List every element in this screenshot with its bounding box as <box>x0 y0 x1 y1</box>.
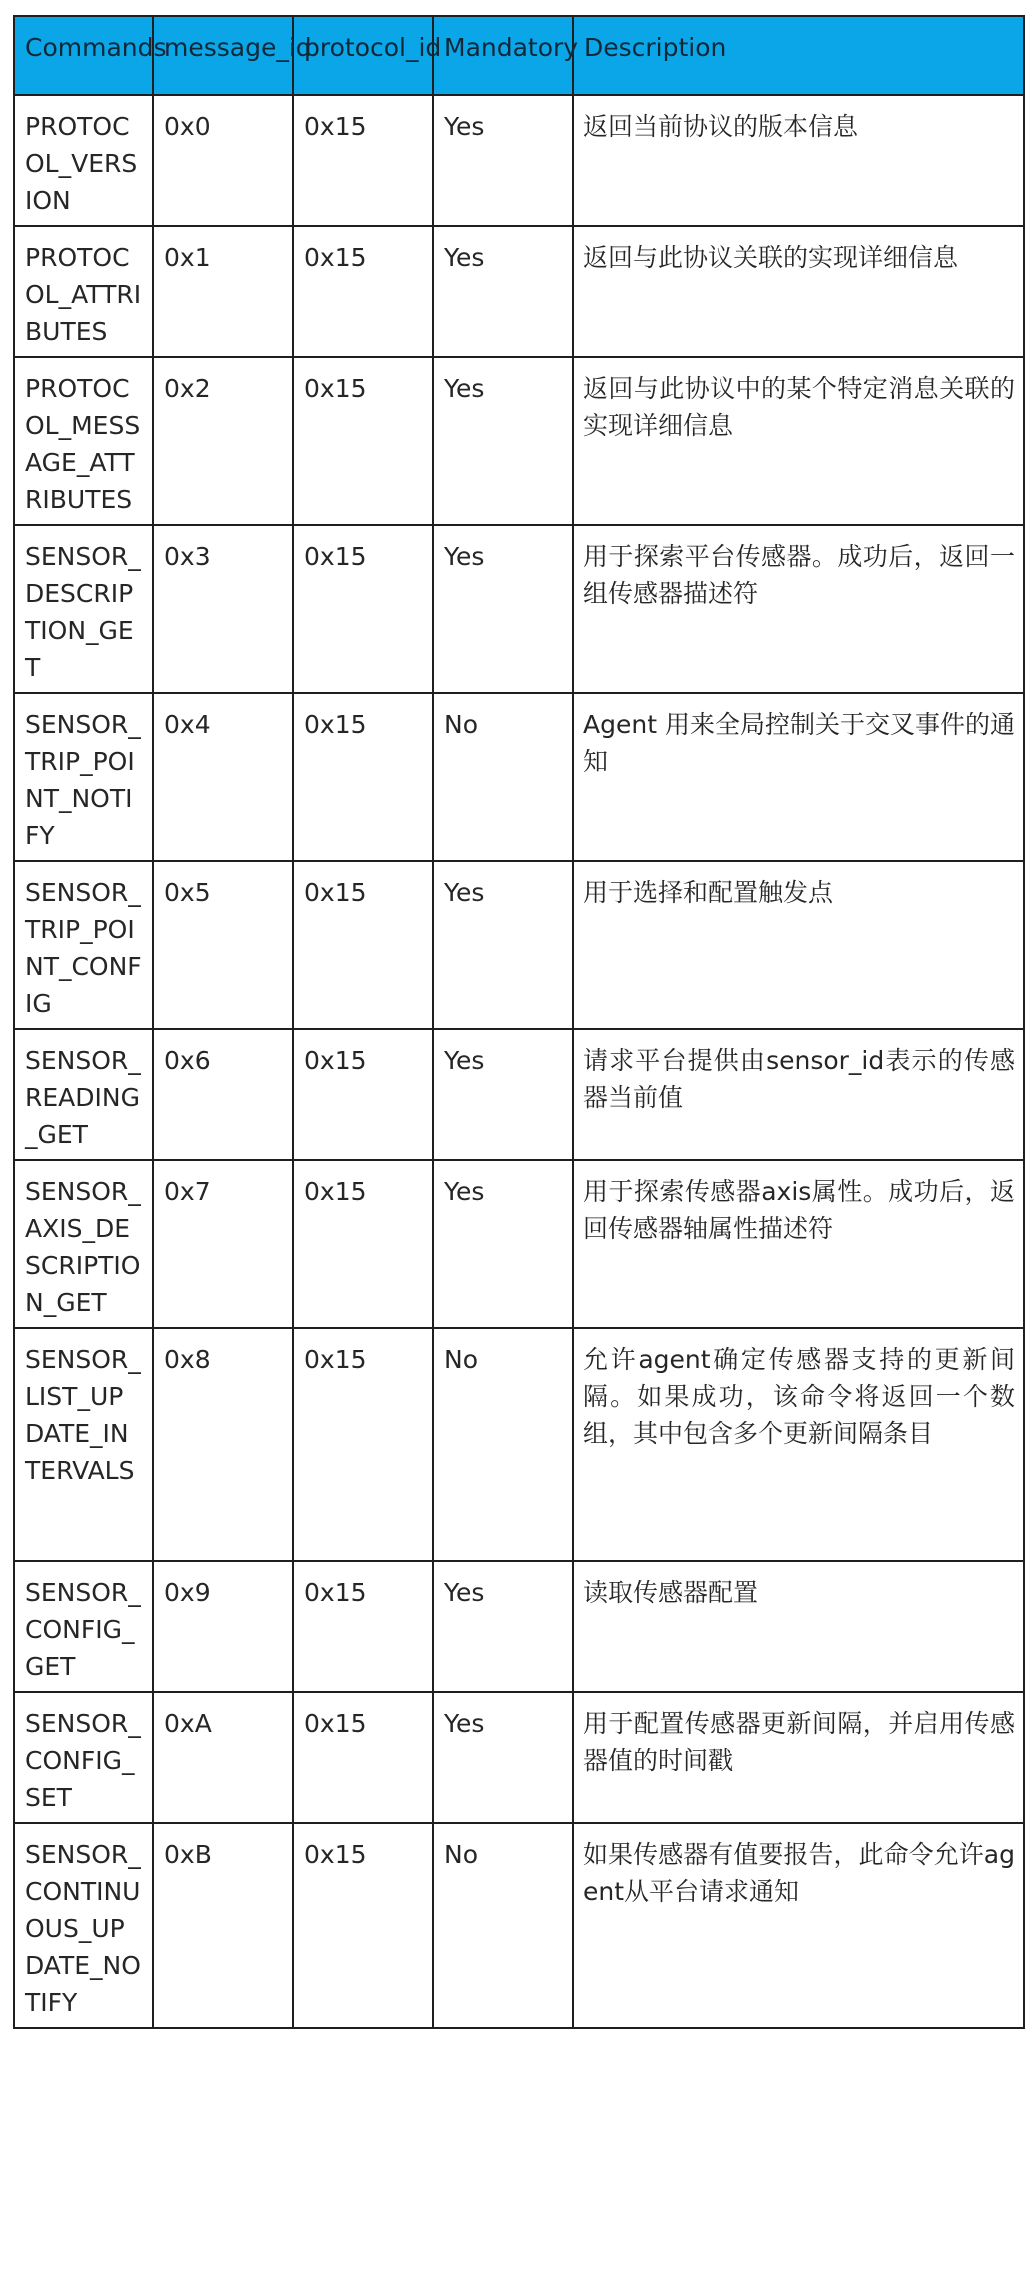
protocol-id-cell: 0x15 <box>293 1160 433 1328</box>
command-cell: SENSOR_CONFIG_GET <box>14 1561 153 1692</box>
table-row <box>14 1692 1024 1823</box>
mandatory-cell: Yes <box>433 1561 573 1692</box>
column-header-mandatory: Mandatory <box>433 16 573 95</box>
mandatory-cell: No <box>433 693 573 861</box>
description-cell: 用于探索传感器axis属性。成功后，返回传感器轴属性描述符 <box>573 1160 1024 1328</box>
command-cell: PROTOCOL_ATTRIBUTES <box>14 226 153 357</box>
protocol-id-cell: 0x15 <box>293 95 433 226</box>
command-cell: SENSOR_ DESCRIPTION_GET <box>14 525 153 693</box>
command-cell: PROTOCOL_VERSION <box>14 95 153 226</box>
protocol-id-cell: 0x15 <box>293 1692 433 1823</box>
description-cell: Agent 用来全局控制关于交叉事件的通知 <box>573 693 1024 861</box>
table-row <box>14 95 1024 226</box>
column-header-description: Description <box>573 16 1024 95</box>
description-cell: 用于选择和配置触发点 <box>573 861 1024 1029</box>
message-id-cell: 0x6 <box>153 1029 293 1160</box>
protocol-id-cell: 0x15 <box>293 1029 433 1160</box>
table-row <box>14 1823 1024 2028</box>
table-header <box>14 16 1024 95</box>
table-row <box>14 226 1024 357</box>
protocol-id-cell: 0x15 <box>293 1328 433 1561</box>
column-header-message-id: message_id <box>153 16 293 95</box>
message-id-cell: 0x5 <box>153 861 293 1029</box>
command-cell: SENSOR_LIST_UPDATE_INTERVALS <box>14 1328 153 1561</box>
description-cell: 返回与此协议关联的实现详细信息 <box>573 226 1024 357</box>
description-cell: 如果传感器有值要报告，此命令允许agent从平台请求通知 <box>573 1823 1024 2028</box>
message-id-cell: 0xB <box>153 1823 293 2028</box>
command-cell: SENSOR_TRIP_POINT_NOTIFY <box>14 693 153 861</box>
description-cell: 用于探索平台传感器。成功后，返回一组传感器描述符 <box>573 525 1024 693</box>
description-cell: 读取传感器配置 <box>573 1561 1024 1692</box>
table-row <box>14 861 1024 1029</box>
table-row <box>14 525 1024 693</box>
message-id-cell: 0x8 <box>153 1328 293 1561</box>
header-row <box>14 16 1024 95</box>
sensor-commands-table <box>13 15 1025 2029</box>
message-id-cell: 0x7 <box>153 1160 293 1328</box>
message-id-cell: 0x9 <box>153 1561 293 1692</box>
table-row <box>14 357 1024 525</box>
message-id-cell: 0xA <box>153 1692 293 1823</box>
protocol-id-cell: 0x15 <box>293 226 433 357</box>
description-cell: 允许agent确定传感器支持的更新间隔。如果成功，该命令将返回一个数组，其中包含多个更新间隔条目 <box>573 1328 1024 1561</box>
protocol-id-cell: 0x15 <box>293 1561 433 1692</box>
mandatory-cell: Yes <box>433 1029 573 1160</box>
table-row <box>14 1561 1024 1692</box>
table-row <box>14 1328 1024 1561</box>
protocol-id-cell: 0x15 <box>293 1823 433 2028</box>
command-cell: SENSOR_READING_GET <box>14 1029 153 1160</box>
mandatory-cell: Yes <box>433 1692 573 1823</box>
message-id-cell: 0x2 <box>153 357 293 525</box>
table-row <box>14 1029 1024 1160</box>
message-id-cell: 0x1 <box>153 226 293 357</box>
mandatory-cell: No <box>433 1823 573 2028</box>
message-id-cell: 0x0 <box>153 95 293 226</box>
mandatory-cell: Yes <box>433 226 573 357</box>
table-row <box>14 1160 1024 1328</box>
protocol-id-cell: 0x15 <box>293 525 433 693</box>
command-cell: SENSOR_CONFIG_SET <box>14 1692 153 1823</box>
command-cell: SENSOR_TRIP_POINT_CONFIG <box>14 861 153 1029</box>
table-row <box>14 693 1024 861</box>
command-cell: SENSOR_CONTINUOUS_UPDATE_NOTIFY <box>14 1823 153 2028</box>
command-cell: PROTOCOL_MESSAGE_ATTRIBUTES <box>14 357 153 525</box>
column-header-protocol-id: protocol_id <box>293 16 433 95</box>
message-id-cell: 0x4 <box>153 693 293 861</box>
document-page <box>13 15 1023 2029</box>
mandatory-cell: Yes <box>433 525 573 693</box>
mandatory-cell: Yes <box>433 95 573 226</box>
column-header-commands: Commands <box>14 16 153 95</box>
mandatory-cell: Yes <box>433 861 573 1029</box>
protocol-id-cell: 0x15 <box>293 861 433 1029</box>
description-cell: 返回与此协议中的某个特定消息关联的实现详细信息 <box>573 357 1024 525</box>
description-cell: 请求平台提供由sensor_id表示的传感器当前值 <box>573 1029 1024 1160</box>
description-cell: 返回当前协议的版本信息 <box>573 95 1024 226</box>
protocol-id-cell: 0x15 <box>293 693 433 861</box>
mandatory-cell: Yes <box>433 357 573 525</box>
description-cell: 用于配置传感器更新间隔，并启用传感器值的时间戳 <box>573 1692 1024 1823</box>
mandatory-cell: No <box>433 1328 573 1561</box>
table-body <box>14 95 1024 2028</box>
protocol-id-cell: 0x15 <box>293 357 433 525</box>
command-cell: SENSOR_ AXIS_DESCRIPTION_GET <box>14 1160 153 1328</box>
message-id-cell: 0x3 <box>153 525 293 693</box>
mandatory-cell: Yes <box>433 1160 573 1328</box>
